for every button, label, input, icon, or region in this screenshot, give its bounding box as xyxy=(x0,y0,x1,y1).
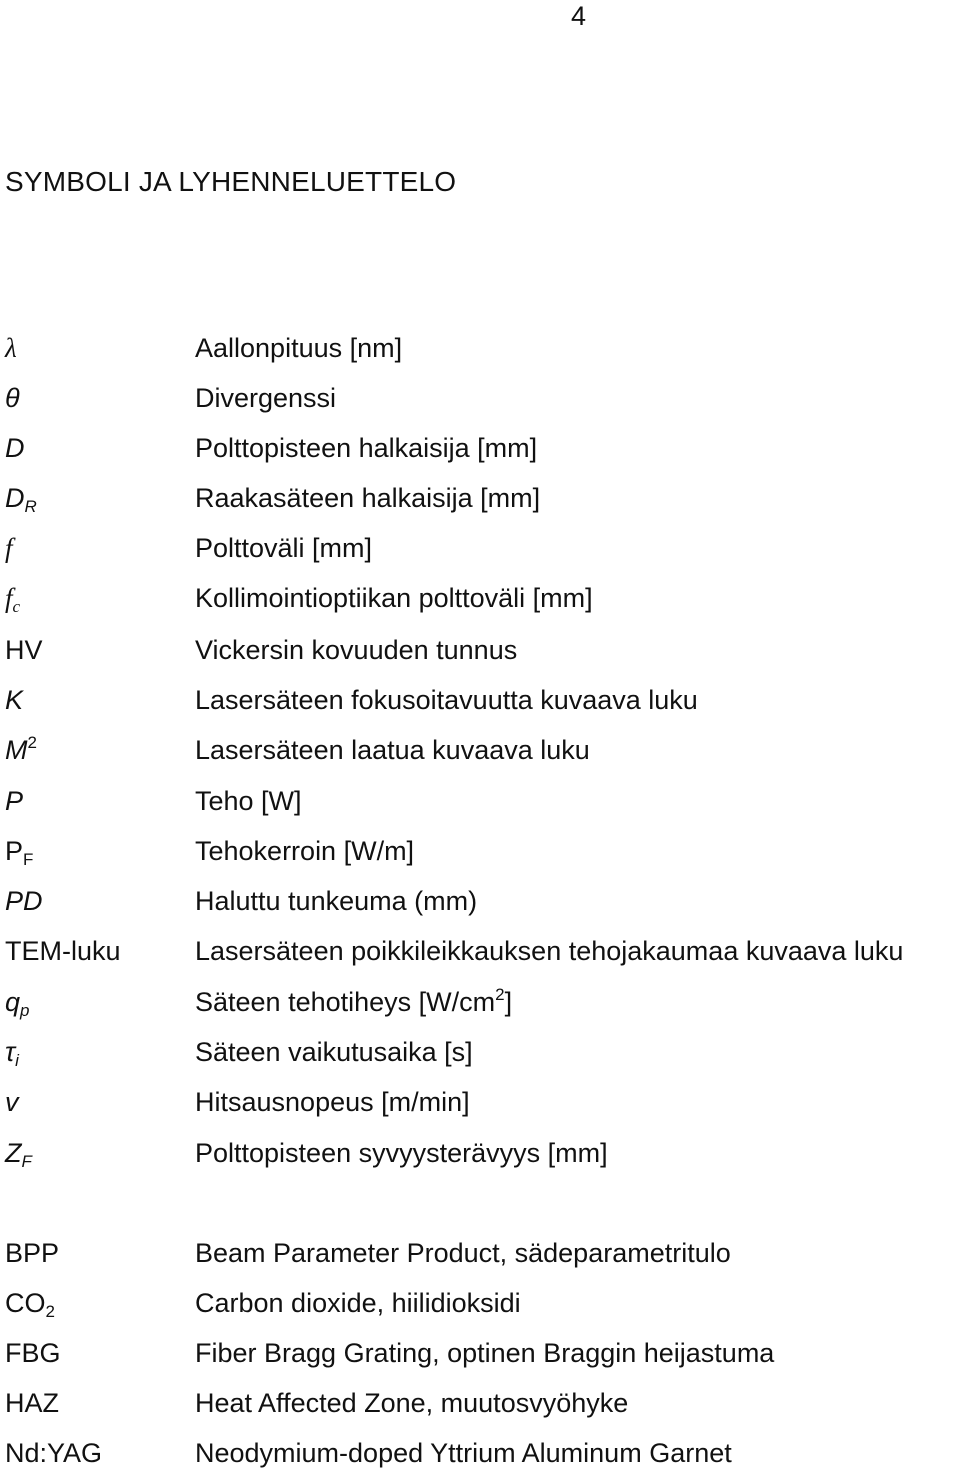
symbol-term: D xyxy=(5,433,25,463)
symbol-term: HV xyxy=(5,635,43,665)
list-item-d xyxy=(0,428,960,468)
list-item-f-c xyxy=(0,578,960,618)
abbreviation-term: $CO_2$ xyxy=(5,1288,55,1321)
list-item-d-r xyxy=(0,478,960,518)
list-item-tau-i xyxy=(0,1032,960,1072)
symbol-description: Säteen tehotiheys $[W/cm^2]$ xyxy=(195,985,513,1017)
list-item-p-f xyxy=(0,831,960,871)
symbol-term: $\tau_i$ xyxy=(5,1037,19,1070)
symbol-description: Tehokerroin [W/m] xyxy=(195,836,415,866)
symbol-term: TEM-luku xyxy=(5,936,121,966)
list-item-theta xyxy=(0,378,960,418)
list-item-nd-yag xyxy=(0,1433,960,1473)
symbol-description: Raakasäteen halkaisija [mm] xyxy=(195,483,541,513)
symbol-term: $M^2$ xyxy=(5,733,37,765)
abbreviation-term: Nd:YAG xyxy=(5,1438,103,1468)
symbol-term: K xyxy=(5,685,24,715)
abbreviation-term: HAZ xyxy=(5,1388,59,1418)
symbol-term: f xyxy=(5,533,13,563)
page-number: 4 xyxy=(571,1,587,31)
symbol-description: Vickersin kovuuden tunnus xyxy=(195,635,518,665)
list-item-f xyxy=(0,528,960,568)
symbol-term: $P_F$ xyxy=(5,836,34,869)
abbreviation-term: BPP xyxy=(5,1238,60,1268)
symbol-description: Säteen vaikutusaika [s] xyxy=(195,1037,473,1067)
abbreviation-description: Beam Parameter Product, sädeparametritulo xyxy=(195,1238,731,1268)
symbol-description: Teho [W] xyxy=(195,786,302,816)
list-item-fbg xyxy=(0,1333,960,1373)
list-item-co2 xyxy=(0,1283,960,1323)
abbreviation-description: Neodymium-doped Yttrium Aluminum Garnet xyxy=(195,1438,732,1468)
symbol-description: Kollimointioptiikan polttoväli [mm] xyxy=(195,583,593,613)
symbol-term: P xyxy=(5,786,24,816)
list-item-haz xyxy=(0,1383,960,1423)
list-item-q-p xyxy=(0,982,960,1022)
symbol-description: Lasersäteen laatua kuvaava luku xyxy=(195,735,590,765)
list-item-p xyxy=(0,781,960,821)
page-title: SYMBOLI JA LYHENNELUETTELO xyxy=(5,166,457,197)
symbol-term: $f_c$ xyxy=(5,583,21,616)
symbol-description: Haluttu tunkeuma (mm) xyxy=(195,886,478,916)
symbol-description: Lasersäteen poikkileikkauksen tehojakaumaa kuvaava luku xyxy=(195,936,904,966)
symbol-term: λ xyxy=(5,333,17,363)
abbreviation-description: Carbon dioxide, hiilidioksidi xyxy=(195,1288,521,1318)
symbol-description: Polttopisteen halkaisija [mm] xyxy=(195,433,538,463)
symbol-description: Divergenssi xyxy=(195,383,337,413)
symbol-term: θ xyxy=(5,383,20,413)
symbol-description: Hitsausnopeus [m/min] xyxy=(195,1087,470,1117)
list-item-k xyxy=(0,680,960,720)
symbol-term: $Z_F$ xyxy=(5,1138,32,1171)
abbreviation-description: Heat Affected Zone, muutosvyöhyke xyxy=(195,1388,629,1418)
abbreviation-term: FBG xyxy=(5,1338,61,1368)
list-item-v xyxy=(0,1082,960,1122)
symbol-description: Lasersäteen fokusoitavuutta kuvaava luku xyxy=(195,685,698,715)
abbreviation-description: Fiber Bragg Grating, optinen Braggin heijastuma xyxy=(195,1338,775,1368)
list-item-bpp xyxy=(0,1233,960,1273)
symbol-description: Polttopisteen syvyysterävyys [mm] xyxy=(195,1138,608,1168)
symbol-description: Aallonpituus [nm] xyxy=(195,333,403,363)
symbol-term: PD xyxy=(5,886,43,916)
list-item-pd xyxy=(0,881,960,921)
list-item-m2 xyxy=(0,730,960,770)
list-item-lambda xyxy=(0,328,960,368)
symbol-term: $q_p$ xyxy=(5,987,30,1020)
symbol-term: $D_R$ xyxy=(5,483,37,516)
list-item-tem-luku xyxy=(0,931,960,971)
symbol-description: Polttoväli [mm] xyxy=(195,533,373,563)
symbol-term: v xyxy=(5,1087,19,1117)
list-item-hv xyxy=(0,630,960,670)
list-item-z-f xyxy=(0,1133,960,1173)
